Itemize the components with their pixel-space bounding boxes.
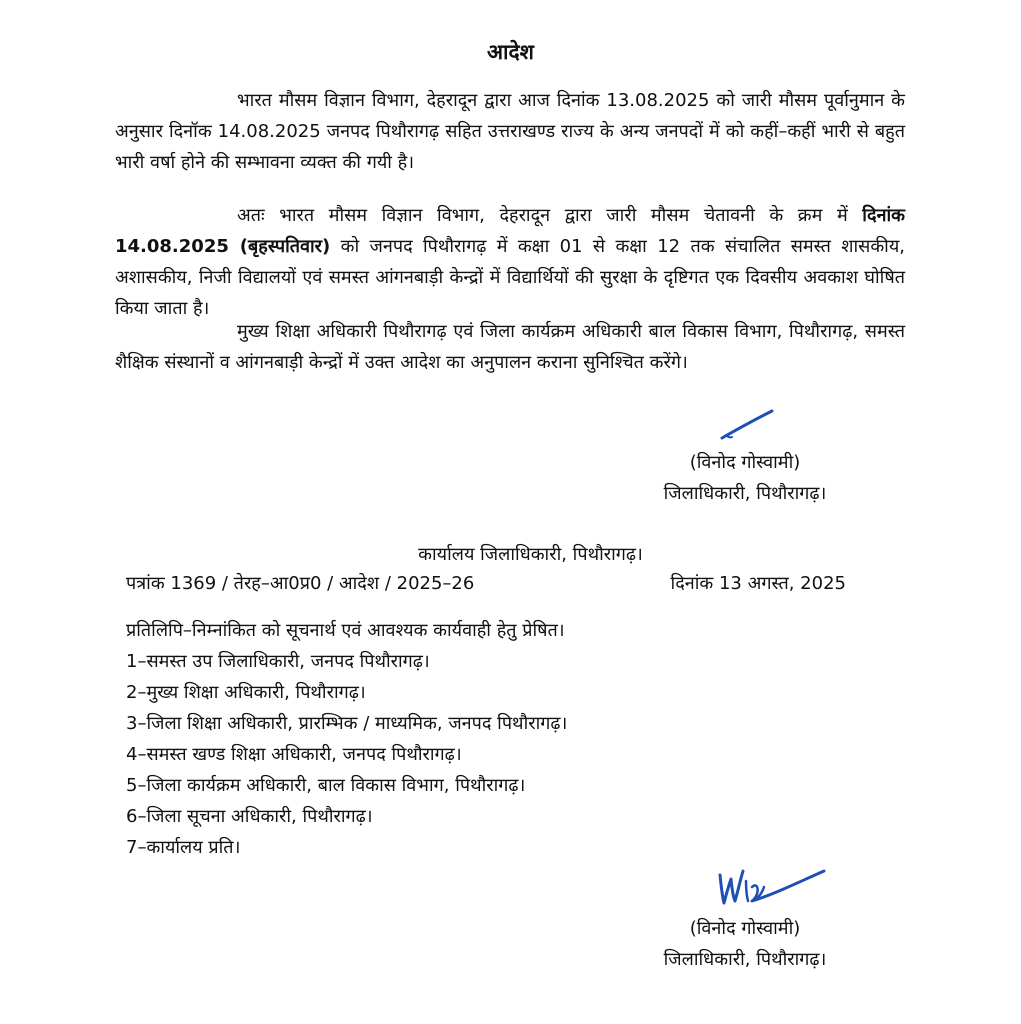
signature-block-1 [630,447,860,509]
list-item: 6–जिला सूचना अधिकारी, पिथौरागढ़। [126,806,373,827]
reference-number: पत्रांक 1369 / तेरह–आ0प्र0 / आदेश / 2025–26 [126,573,475,594]
office-name: कार्यालय जिलाधिकारी, पिथौरागढ़। [418,544,643,565]
list-item: 3–जिला शिक्षा अधिकारी, प्रारम्भिक / माध्यमिक, जनपद पिथौरागढ़। [126,713,568,734]
order-heading: आदेश [487,40,534,64]
list-item: 2–मुख्य शिक्षा अधिकारी, पिथौरागढ़। [126,682,366,703]
list-item: 4–समस्त खण्ड शिक्षा अधिकारी, जनपद पिथौरागढ़। [126,744,462,765]
reference-date: दिनांक 13 अगस्त, 2025 [670,573,846,594]
list-item: 7–कार्यालय प्रति। [126,837,241,858]
list-item: 5–जिला कार्यक्रम अधिकारी, बाल विकास विभाग, पिथौरागढ़। [126,775,526,796]
signature-mark-1 [718,408,778,444]
signature-block-2 [630,913,860,975]
paragraph-holiday-text-after: को जनपद पिथौरागढ़ में कक्षा 01 से कक्षा 12 तक संचालित समस्त शासकीय, अशासकीय, निजी विद्यालयों एवं समस्त आंगनबाड़ी केन्द्रों में विद्यार्थियों की सुरक्षा के दृष्टिगत एक दिवसीय अवकाश घोषित किया जाता है। [115,236,905,319]
copy-distribution-list [126,615,567,863]
holiday-date: दिनांक 14.08.2025 (बृहस्पतिवार) [115,205,905,257]
paragraph-compliance: मुख्य शिक्षा अधिकारी पिथौरागढ़ एवं जिला कार्यक्रम अधिकारी बाल विकास विभाग, पिथौरागढ़, समस्त शैक्षिक संस्थानों व आंगनबाड़ी केन्द्रों में उक्त आदेश का अनुपालन कराना सुनिश्चित करेंगे। [115,321,905,373]
signatory-designation: जिलाधिकारी, पिथौरागढ़। [663,483,827,504]
paragraph-forecast: भारत मौसम विज्ञान विभाग, देहरादून द्वारा आज दिनांक 13.08.2025 को जारी मौसम पूर्वानुमान के अनुसार दिनॉक 14.08.2025 जनपद पिथौरागढ़ सहित उत्तराखण्ड राज्य के अन्य जनपदों में को कहीं–कहीं भारी से बहुत भारी वर्षा होने की सम्भावना व्यक्त की गयी है। [115,90,905,173]
paragraph-holiday-order [115,200,905,324]
signatory-name: (विनोद गोस्वामी) [689,918,801,939]
signatory-name: (विनोद गोस्वामी) [689,452,801,473]
copy-heading: प्रतिलिपि–निम्नांकित को सूचनार्थ एवं आवश्यक कार्यवाही हेतु प्रेषित। [126,620,565,641]
signature-mark-2 [712,857,832,913]
list-item: 1–समस्त उप जिलाधिकारी, जनपद पिथौरागढ़। [126,651,430,672]
signatory-designation: जिलाधिकारी, पिथौरागढ़। [663,949,827,970]
paragraph-holiday-text-before: अतः भारत मौसम विज्ञान विभाग, देहरादून द्वारा जारी मौसम चेतावनी के क्रम में [237,205,848,226]
